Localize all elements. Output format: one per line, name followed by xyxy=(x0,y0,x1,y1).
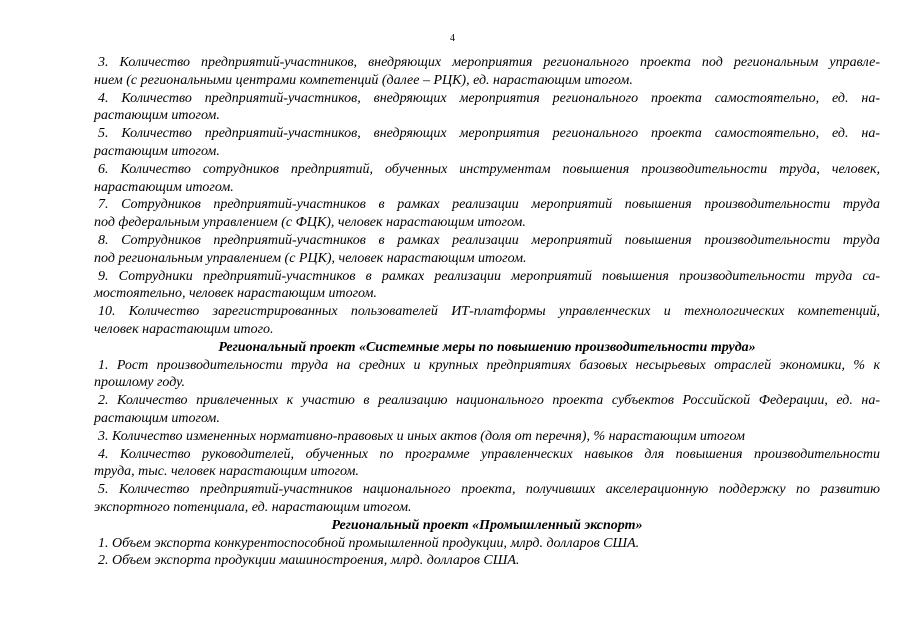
productivity-indicator-list xyxy=(94,357,880,517)
indicator-paragraph-4 xyxy=(94,161,880,197)
paragraph-line: 6. Количество сотрудников предприятий, обученных инструментам повышения производительности труда, человек, xyxy=(98,161,880,177)
paragraph-line: 3. Количество измененных нормативно-правовых и иных актов (доля от перечня), % нарастающим итогом xyxy=(98,428,745,444)
productivity-indicator-1 xyxy=(94,357,880,393)
paragraph-line: 8. Сотрудников предприятий-участников в рамках реализации мероприятий повышения производительности труда xyxy=(98,232,880,248)
section-heading-productivity: Региональный проект «Системные меры по повышению производительности труда» xyxy=(218,339,756,355)
paragraph-line: растающим итогом. xyxy=(94,108,220,124)
paragraph-line: человек нарастающим итого. xyxy=(94,321,274,337)
paragraph-line: экспортного потенциала, ед. нарастающим итогом. xyxy=(94,499,412,515)
paragraph-line: нарастающим итогом. xyxy=(94,179,234,195)
paragraph-line: 10. Количество зарегистрированных пользователей ИТ-платформы управленческих и технологических компетенций, xyxy=(98,304,880,320)
paragraph-line: мостоятельно, человек нарастающим итогом. xyxy=(94,286,377,302)
section-heading-export: Региональный проект «Промышленный экспорт» xyxy=(331,517,643,533)
paragraph-line: 7. Сотрудников предприятий-участников в рамках реализации мероприятий повышения производительности труда xyxy=(98,197,880,213)
productivity-indicator-4 xyxy=(94,446,880,482)
productivity-indicator-2 xyxy=(94,392,880,428)
paragraph-line: 3. Количество предприятий-участников, внедряющих мероприятия регионального проекта под региональным управле- xyxy=(98,55,880,70)
document-body xyxy=(94,54,880,570)
paragraph-line: под федеральным управлением (с ФЦК), человек нарастающим итогом. xyxy=(94,215,526,231)
paragraph-line: 4. Количество руководителей, обученных по программе управленческих навыков для повышения производительности xyxy=(98,446,880,462)
indicator-paragraph-8 xyxy=(94,303,880,339)
page-number: 4 xyxy=(450,33,455,44)
productivity-indicator-5 xyxy=(94,481,880,517)
indicator-paragraph-1 xyxy=(94,54,880,90)
paragraph-line: растающим итогом. xyxy=(94,410,220,426)
paragraph-line: растающим итогом. xyxy=(94,143,220,159)
indicator-paragraph-7 xyxy=(94,268,880,304)
paragraph-line: 2. Объем экспорта продукции машиностроения, млрд. долларов США. xyxy=(98,553,520,569)
export-indicator-list xyxy=(94,535,880,571)
indicator-paragraph-6 xyxy=(94,232,880,268)
indicator-paragraph-2 xyxy=(94,90,880,126)
paragraph-line: под региональным управлением (с РЦК), человек нарастающим итогом. xyxy=(94,250,527,266)
paragraph-line: 1. Рост производительности труда на средних и крупных предприятиях базовых несырьевых отраслей экономики, % к xyxy=(98,357,880,373)
export-indicator-2 xyxy=(94,552,880,570)
paragraph-line: прошлому году. xyxy=(94,375,185,391)
paragraph-line: 5. Количество предприятий-участников национального проекта, получивших акселерационную поддержку по развитию xyxy=(98,482,880,498)
paragraph-line: 2. Количество привлеченных к участию в реализацию национального проекта субъектов Российской Федерации, ед. на- xyxy=(98,393,880,409)
paragraph-line: 5. Количество предприятий-участников, внедряющих мероприятия регионального проекта самостоятельно, ед. на- xyxy=(98,126,880,142)
indicator-paragraph-5 xyxy=(94,196,880,232)
export-indicator-1 xyxy=(94,535,880,553)
productivity-indicator-3 xyxy=(94,428,880,446)
paragraph-line: 9. Сотрудники предприятий-участников в рамках реализации мероприятий повышения производительности труда са- xyxy=(98,268,880,284)
paragraph-line: труда, тыс. человек нарастающим итогом. xyxy=(94,464,359,480)
paragraph-line: нием (с региональными центрами компетенций (далее – РЦК), ед. нарастающим итогом. xyxy=(94,72,633,88)
paragraph-line: 4. Количество предприятий-участников, внедряющих мероприятия регионального проекта самостоятельно, ед. на- xyxy=(98,90,880,106)
paragraph-line: 1. Объем экспорта конкурентоспособной промышленной продукции, млрд. долларов США. xyxy=(98,535,640,551)
indicator-list xyxy=(94,54,880,339)
indicator-paragraph-3 xyxy=(94,125,880,161)
